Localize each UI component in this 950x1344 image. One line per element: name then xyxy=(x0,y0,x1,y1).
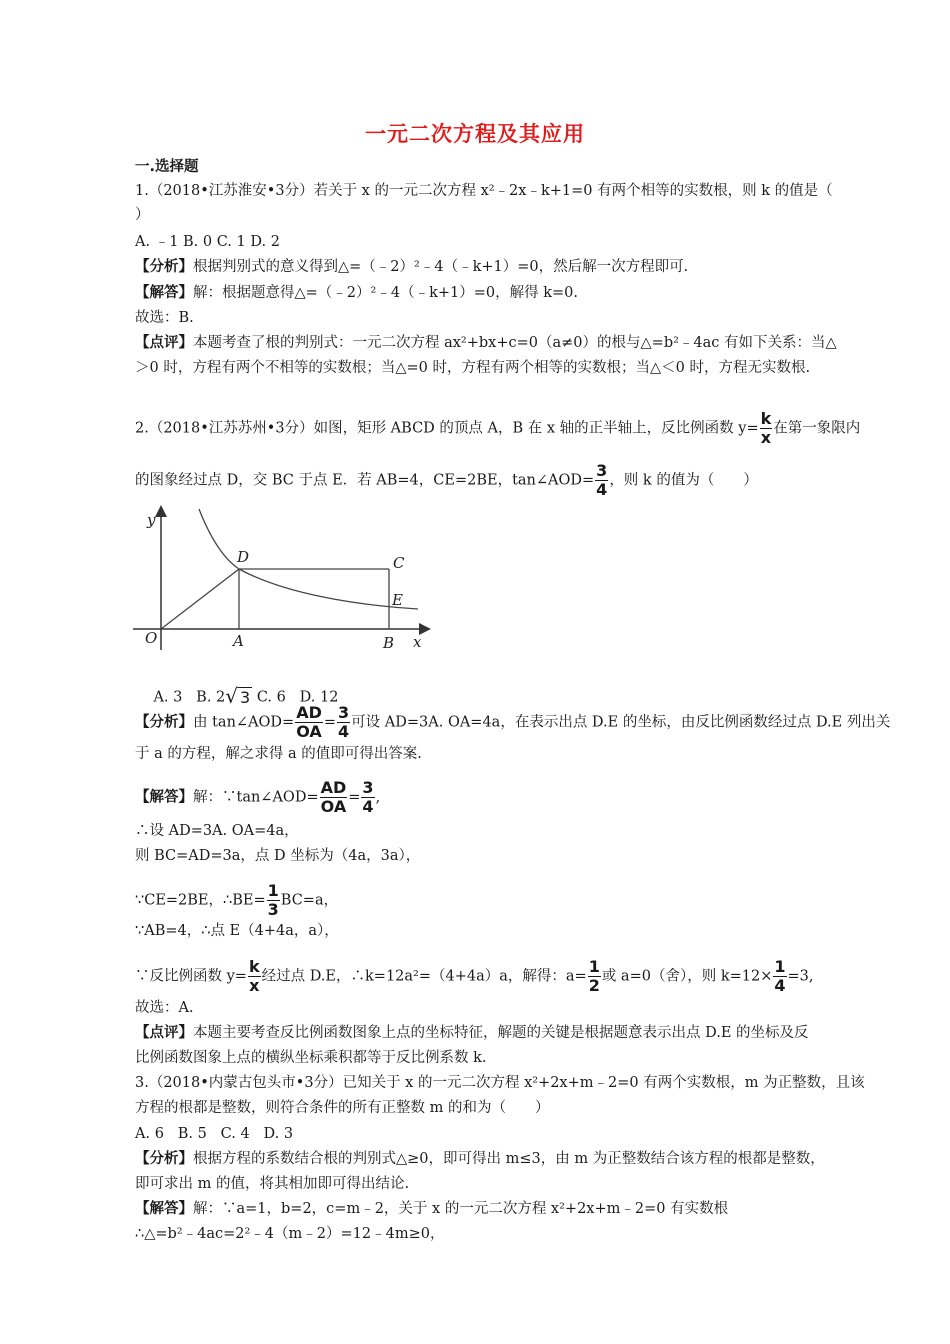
label-y: y xyxy=(147,511,156,529)
numerator: 3 xyxy=(362,778,374,797)
q1-comment-line2: ＞0 时，方程有两个不相等的实数根；当△=0 时，方程有两个相等的实数根；当△＜0 时，方程无实数根. xyxy=(135,360,811,376)
q2-step1: ∴设 AD=3A. OA=4a， xyxy=(135,823,299,839)
denominator: 2 xyxy=(588,976,600,995)
numerator: 1 xyxy=(588,957,600,976)
numerator: 1 xyxy=(774,957,786,976)
denominator: 4 xyxy=(596,480,608,499)
hyperbola-curve xyxy=(199,509,418,609)
q2-step5a: ∵反比例函数 y= xyxy=(135,968,247,985)
q2-analysis-text1b: 可设 AD=3A. OA=4a，在表示出点 D.E 的坐标，由反比例函数经过点 D.E 列出关 xyxy=(351,714,891,731)
q2-step3b: BC=a， xyxy=(280,892,339,909)
fraction-AD-over-OA xyxy=(295,704,323,741)
denominator: 4 xyxy=(774,976,786,995)
comma: , xyxy=(375,789,381,806)
q2-comment-line1 xyxy=(135,1023,925,1043)
fraction-k-over-x xyxy=(760,410,773,447)
q2-step5 xyxy=(135,958,925,995)
q2-step5c: 或 a=0（舍），则 k=12× xyxy=(601,968,773,985)
numerator: 1 xyxy=(267,881,279,900)
q2-answer-line1 xyxy=(135,779,925,816)
answer-tag: 【解答】 xyxy=(135,789,193,806)
q2-step3a: ∵CE=2BE，∴BE= xyxy=(135,892,266,909)
numerator: AD xyxy=(296,703,322,722)
q2-stem-text1a: 2.（2018•江苏苏州•3分）如图，矩形 ABCD 的顶点 A，B 在 x 轴的正半轴上，反比例函数 y= xyxy=(135,420,759,437)
denominator: 4 xyxy=(362,797,374,816)
q2-step2: 则 BC=AD=3a，点 D 坐标为（4a，3a）， xyxy=(135,848,421,864)
fraction-1-over-4 xyxy=(773,958,786,995)
numerator: k xyxy=(248,957,260,976)
q2-analysis-line2: 于 a 的方程，解之求得 a 的值即可得出答案. xyxy=(135,746,422,762)
fraction-1-over-2 xyxy=(588,958,601,995)
q1-stem-line2: ） xyxy=(135,207,150,223)
q2-stem-line1 xyxy=(135,410,925,447)
q1-stem-line1: 1.（2018•江苏淮安•3分）若关于 x 的一元二次方程 x²﹣2x﹣k+1=0 有两个相等的实数根，则 k 的值是（ xyxy=(135,183,833,199)
q3-analysis-line1 xyxy=(135,1149,925,1169)
q3-analysis-text1: 根据方程的系数结合根的判别式△≥0，即可得出 m≤3，由 m 为正整数结合该方程的根都是整数， xyxy=(193,1151,825,1167)
q3-answer-line2: ∴△=b²﹣4ac=2²﹣4（m﹣2）=12﹣4m≥0， xyxy=(135,1226,445,1242)
label-B: B xyxy=(383,634,395,652)
q2-step5b: 经过点 D.E，∴k=12a²=（4+4a）a，解得：a= xyxy=(261,968,587,985)
comment-tag: 【点评】 xyxy=(135,1025,193,1041)
q1-analysis xyxy=(135,257,925,277)
label-A: A xyxy=(233,632,244,650)
q2-stem-text2a: 的图象经过点 D，交 BC 于点 E．若 AB=4，CE=2BE，tan∠AOD= xyxy=(135,472,595,489)
q2-step3 xyxy=(135,882,925,919)
q1-analysis-text: 根据判别式的意义得到△=（﹣2）²﹣4（﹣k+1）=0，然后解一次方程即可. xyxy=(193,259,689,275)
numerator: AD xyxy=(320,778,347,797)
denominator: OA xyxy=(320,797,347,816)
q2-comment-text1: 本题主要考查反比例函数图象上点的坐标特征，解题的关键是根据题意表示出点 D.E 的坐标及反 xyxy=(193,1025,809,1041)
q2-comment-line2: 比例函数图象上点的横纵坐标乘积都等于反比例系数 k. xyxy=(135,1050,487,1066)
answer-tag: 【解答】 xyxy=(135,1201,193,1217)
segment-OD xyxy=(161,569,239,629)
q3-stem-line1: 3.（2018•内蒙古包头市•3分）已知关于 x 的一元二次方程 x²+2x+m﹣2=0 有两个实数根，m 为正整数，且该 xyxy=(135,1075,865,1091)
denominator: OA xyxy=(296,722,322,741)
q1-options: A. ﹣1 B. 0 C. 1 D. 2 xyxy=(135,234,280,250)
numerator: 3 xyxy=(596,461,608,480)
comment-tag: 【点评】 xyxy=(135,335,193,351)
q1-choose: 故选：B. xyxy=(135,310,194,326)
answer-tag: 【解答】 xyxy=(135,285,193,301)
q3-analysis-line2: 即可求出 m 的值，将其相加即可得出结论. xyxy=(135,1176,410,1192)
q2-options-a: A. 3 B. 2 xyxy=(153,689,226,706)
q1-answer-text: 解：根据题意得△=（﹣2）²﹣4（﹣k+1）=0，解得 k=0. xyxy=(193,285,578,301)
q2-stem-text1b: 在第一象限内 xyxy=(773,420,861,437)
analysis-tag: 【分析】 xyxy=(135,259,193,275)
q2-choose: 故选：A. xyxy=(135,1000,194,1016)
q2-analysis-line1 xyxy=(135,704,925,741)
q2-options-b: C. 6 D. 12 xyxy=(252,689,339,706)
analysis-tag: 【分析】 xyxy=(135,714,193,731)
label-E: E xyxy=(392,591,403,609)
q2-step5d: =3, xyxy=(787,968,814,985)
sqrt-value: 3 xyxy=(240,688,251,707)
q2-stem-text2b: ，则 k 的值为（ ） xyxy=(609,472,758,489)
denominator: x xyxy=(249,976,260,995)
section-heading: 一.选择题 xyxy=(135,159,199,175)
denominator: 3 xyxy=(267,900,279,919)
sqrt-3: √ 3 xyxy=(225,684,251,708)
q1-answer xyxy=(135,283,925,303)
fraction-3-over-4 xyxy=(361,779,374,816)
fraction-3-over-4 xyxy=(595,462,608,499)
denominator: 4 xyxy=(338,722,350,741)
equals-sign: = xyxy=(348,789,361,806)
page-title: 一元二次方程及其应用 xyxy=(365,122,585,146)
label-C: C xyxy=(393,554,405,572)
q3-answer-text1: 解：∵a=1，b=2，c=m﹣2，关于 x 的一元二次方程 x²+2x+m﹣2=0 有实数根 xyxy=(193,1201,729,1217)
fraction-3-over-4 xyxy=(337,704,350,741)
denominator: x xyxy=(760,428,772,447)
q2-figure xyxy=(133,505,433,655)
q3-stem-line2: 方程的根都是整数，则符合条件的所有正整数 m 的和为（ ） xyxy=(135,1100,550,1116)
numerator: 3 xyxy=(338,703,350,722)
fraction-1-over-3 xyxy=(267,882,280,919)
q2-step4: ∵AB=4，∴点 E（4+4a，a）， xyxy=(135,923,339,939)
q1-comment-line1 xyxy=(135,333,925,353)
label-D: D xyxy=(237,548,250,566)
label-O: O xyxy=(145,629,158,647)
label-x: x xyxy=(413,633,422,651)
equals-sign: = xyxy=(323,714,337,731)
q2-answer-text1: 解：∵tan∠AOD= xyxy=(193,789,319,806)
numerator: k xyxy=(760,409,772,428)
q1-comment-text1: 本题考查了根的判别式：一元二次方程 ax²+bx+c=0（a≠0）的根与△=b²﹣4ac 有如下关系：当△ xyxy=(193,335,837,351)
fraction-k-over-x xyxy=(248,958,261,995)
q2-analysis-text1a: 由 tan∠AOD= xyxy=(193,714,295,731)
fraction-AD-over-OA xyxy=(320,779,348,816)
analysis-tag: 【分析】 xyxy=(135,1151,193,1167)
q2-stem-line2 xyxy=(135,462,925,499)
q3-options: A. 6 B. 5 C. 4 D. 3 xyxy=(135,1126,294,1142)
q3-answer-line1 xyxy=(135,1199,925,1219)
